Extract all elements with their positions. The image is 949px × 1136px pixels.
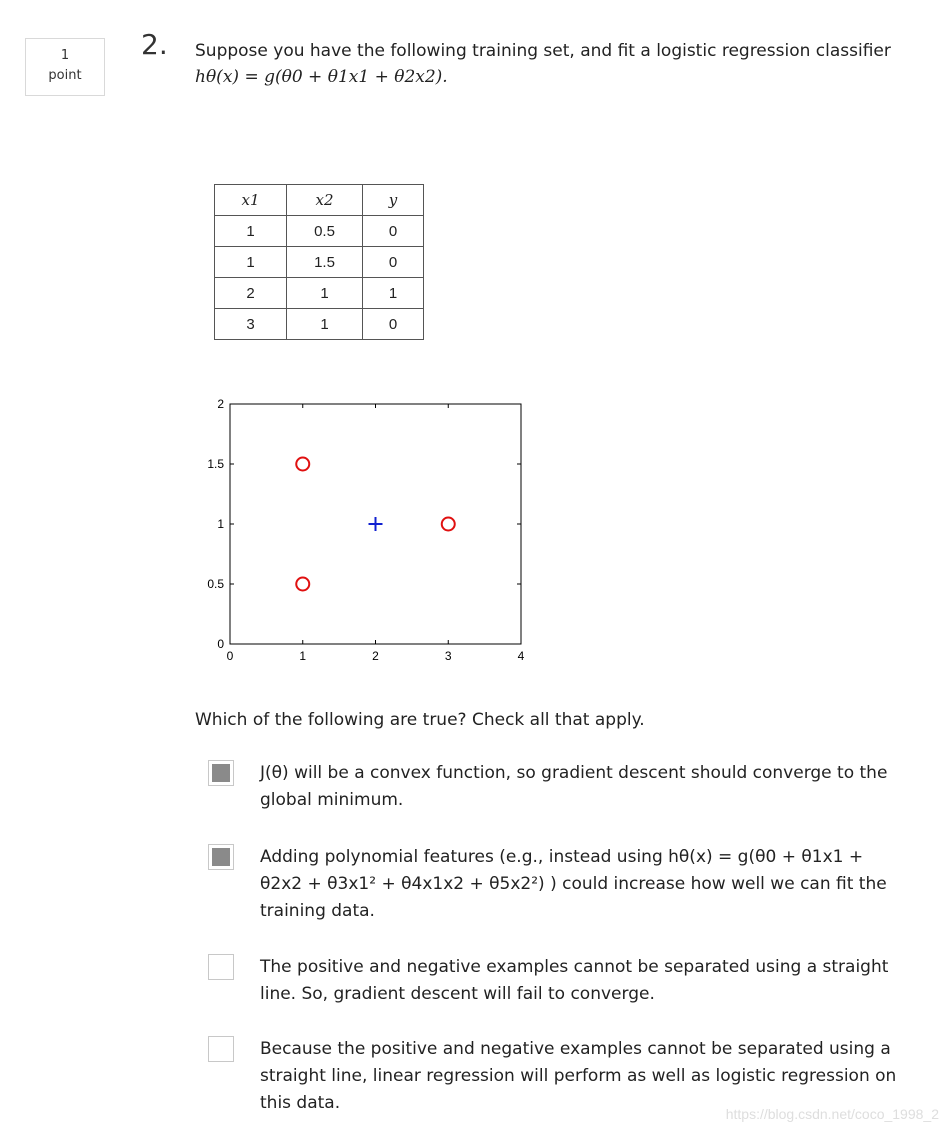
checkbox-fill — [212, 848, 230, 866]
x-tick-label: 1 — [299, 649, 307, 663]
points-value: 1 — [60, 48, 70, 63]
question-prompt: Suppose you have the following training set, and fit a logistic regression classifier — [195, 41, 891, 61]
negative-example-point — [296, 458, 309, 471]
y-tick-label: 2 — [217, 397, 224, 411]
table-header-x2: x2 — [287, 185, 363, 216]
x-tick-label: 0 — [226, 649, 234, 663]
option-text: J(θ) will be a convex function, so gradient descent should converge to the global minimum. — [260, 763, 888, 810]
y-tick-label: 1 — [217, 517, 224, 531]
table-cell: 3 — [215, 309, 287, 340]
points-badge — [25, 38, 105, 96]
table-cell: 0 — [363, 216, 424, 247]
negative-example-point — [296, 578, 309, 591]
table-cell: 1 — [215, 216, 287, 247]
checkbox-option-3[interactable] — [208, 954, 234, 980]
table-cell: 1 — [215, 247, 287, 278]
table-header-x1: x1 — [215, 185, 287, 216]
y-tick-label: 0.5 — [207, 577, 224, 591]
options-prompt: Which of the following are true? Check all that apply. — [195, 710, 645, 730]
table-cell: 0.5 — [287, 216, 363, 247]
scatter-plot — [190, 392, 535, 677]
question-text — [195, 38, 895, 90]
option-text: Because the positive and negative examples cannot be separated using a straight line, linear regression will perform as well as logistic regression on this data. — [260, 1039, 897, 1113]
training-set-table — [214, 184, 424, 340]
table-row — [215, 278, 424, 309]
table-cell: 1 — [363, 278, 424, 309]
y-tick-label: 1.5 — [207, 457, 224, 471]
table-cell: 1.5 — [287, 247, 363, 278]
table-cell: 2 — [215, 278, 287, 309]
x-tick-label: 4 — [517, 649, 525, 663]
checkbox-option-2[interactable] — [208, 844, 234, 870]
checkbox-option-1[interactable] — [208, 760, 234, 786]
table-row — [215, 309, 424, 340]
negative-example-point — [442, 518, 455, 531]
table-header-row — [215, 185, 424, 216]
table-row — [215, 247, 424, 278]
option-text: The positive and negative examples cannot be separated using a straight line. So, gradient descent will fail to converge. — [260, 957, 889, 1004]
table-cell: 0 — [363, 247, 424, 278]
x-tick-label: 2 — [372, 649, 379, 663]
points-unit: point — [48, 68, 82, 83]
watermark: https://blog.csdn.net/coco_1998_2 — [725, 1106, 939, 1122]
question-formula: hθ(x) = g(θ0 + θ1x1 + θ2x2). — [195, 67, 448, 87]
x-tick-label: 3 — [444, 649, 452, 663]
option-text: Adding polynomial features (e.g., instead using hθ(x) = g(θ0 + θ1x1 + θ2x2 + θ3x1² + θ4x1x2 + θ5x2²) ) could increase how well we can fit the training data. — [260, 847, 887, 921]
table-cell: 0 — [363, 309, 424, 340]
table-header-y: y — [363, 185, 424, 216]
table-cell: 1 — [287, 309, 363, 340]
table-cell: 1 — [287, 278, 363, 309]
table-row — [215, 216, 424, 247]
checkbox-option-4[interactable] — [208, 1036, 234, 1062]
question-number: 2. — [141, 28, 168, 61]
positive-example-point — [369, 517, 383, 531]
checkbox-fill — [212, 764, 230, 782]
y-tick-label: 0 — [217, 637, 224, 651]
